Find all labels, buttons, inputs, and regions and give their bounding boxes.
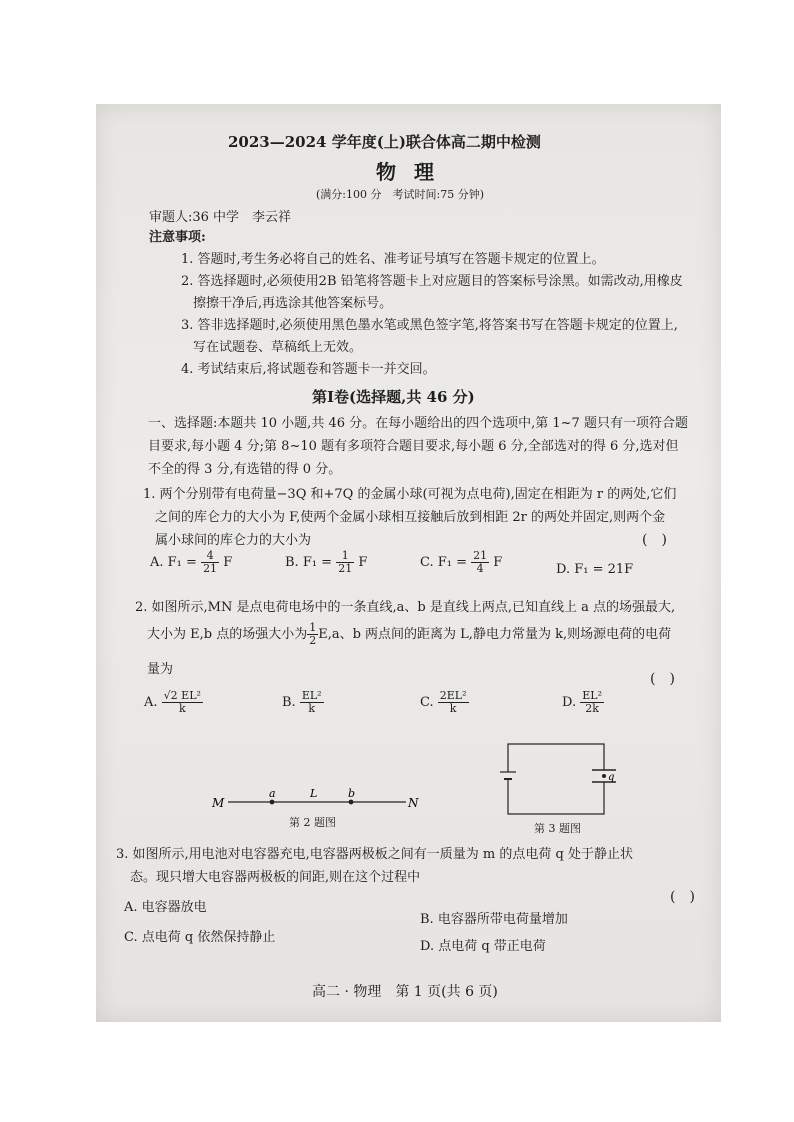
label-m: M — [212, 796, 225, 810]
q2-option-d[interactable] — [562, 690, 604, 715]
label-q: q — [608, 772, 615, 783]
q2-option-c-label: C. — [420, 695, 434, 710]
note-line-3: 擦擦干净后,再选涂其他答案标号。 — [193, 296, 393, 311]
q1-option-b[interactable] — [285, 550, 367, 575]
q2-option-d-label: D. — [562, 695, 577, 710]
point-b — [349, 800, 354, 805]
q2-option-d-den: 2k — [585, 702, 599, 715]
q3-option-b[interactable]: B. 电容器所带电荷量增加 — [420, 912, 568, 927]
notes-heading: 注意事项: — [149, 230, 206, 245]
q1-option-b-suffix: F — [358, 555, 368, 570]
q2-figure-caption: 第 2 题图 — [289, 816, 336, 829]
q1-option-b-fraction — [336, 550, 354, 575]
q2-answer-paren[interactable]: ( ) — [650, 671, 675, 687]
q2-line-2-post: E,a、b 两点间的距离为 L,静电力常量为 k,则场源电荷的电荷 — [318, 627, 672, 642]
circuit-wire — [508, 744, 604, 814]
section-intro-2: 目要求,每小题 4 分;第 8~10 题有多项符合题目要求,每小题 6 分,全部选对的得 6 分,选对但 — [148, 439, 679, 454]
q3-line-1: 3. 如图所示,用电池对电容器充电,电容器两极板之间有一质量为 m 的点电荷 q 处于静止状 — [116, 847, 633, 862]
q2-option-c-den: k — [449, 702, 457, 715]
note-line-4: 3. 答非选择题时,必须使用黑色墨水笔或黑色签字笔,将答案书写在答题卡规定的位置上, — [181, 318, 678, 333]
q2-option-b-num: EL² — [301, 689, 322, 702]
q2-option-a-label: A. — [144, 695, 158, 710]
q3-answer-paren[interactable]: ( ) — [670, 889, 695, 905]
point-charge-q — [602, 774, 606, 778]
note-line-5: 写在试题卷、草稿纸上无效。 — [193, 340, 363, 355]
score-time: (满分:100 分 考试时间:75 分钟) — [316, 188, 484, 201]
q1-option-b-prefix: B. F₁ = — [285, 555, 333, 570]
q2-option-b-den: k — [308, 702, 316, 715]
label-l: L — [310, 787, 318, 800]
q2-option-a[interactable] — [144, 690, 203, 715]
q1-line-2: 之间的库仑力的大小为 F,使两个金属小球相互接触后放到相距 2r 的两处并固定,则两个金 — [155, 510, 666, 525]
q3-figure — [494, 738, 620, 822]
q3-figure-caption: 第 3 题图 — [534, 822, 581, 835]
q1-option-c-prefix: C. F₁ = — [420, 555, 468, 570]
section-intro-1: 一、选择题:本题共 10 小题,共 46 分。在每小题给出的四个选项中,第 1~7 题只有一项符合题 — [148, 416, 688, 431]
note-line-1: 1. 答题时,考生务必将自己的姓名、准考证号填写在答题卡规定的位置上。 — [181, 252, 605, 267]
q2-option-c-num: 2EL² — [439, 689, 467, 702]
question-author: 审题人:36 中学 李云祥 — [149, 210, 292, 225]
q2-line-1: 2. 如图所示,MN 是点电荷电场中的一条直线,a、b 是直线上两点,已知直线上 a 点的场强最大, — [135, 600, 676, 615]
q2-option-b-label: B. — [282, 695, 296, 710]
q2-option-d-fraction — [580, 690, 604, 715]
q2-option-a-den: k — [178, 702, 186, 715]
q2-line-2-pre: 大小为 E,b 点的场强大小为 — [147, 627, 308, 642]
subject-title: 物理 — [376, 160, 452, 184]
q2-half-fraction — [307, 622, 318, 647]
q1-option-c-fraction — [471, 550, 489, 575]
q2-line-3: 量为 — [147, 662, 174, 677]
q2-option-d-num: EL² — [582, 689, 602, 702]
label-n: N — [408, 796, 419, 810]
section-intro-3: 不全的得 3 分,有选错的得 0 分。 — [148, 462, 342, 477]
q1-option-a-den: 21 — [203, 562, 218, 575]
section-title: 第Ⅰ卷(选择题,共 46 分) — [312, 388, 475, 406]
q2-option-b-fraction — [300, 690, 324, 715]
q1-option-a-prefix: A. F₁ = — [150, 555, 197, 570]
note-line-6: 4. 考试结束后,将试题卷和答题卡一并交回。 — [181, 362, 436, 377]
q2-option-c[interactable] — [420, 690, 469, 715]
q2-option-c-fraction — [438, 690, 469, 715]
q3-option-a[interactable]: A. 电容器放电 — [124, 900, 207, 915]
q2-option-a-num: √2 EL² — [163, 689, 201, 702]
page-footer: 高二 · 物理 第 1 页(共 6 页) — [312, 984, 498, 1000]
q1-option-c-den: 4 — [476, 562, 484, 575]
q1-option-d[interactable]: D. F₁ = 21F — [556, 562, 634, 577]
q1-option-b-num: 1 — [336, 550, 354, 563]
note-line-2: 2. 答选择题时,必须使用2B 铅笔将答题卡上对应题目的答案标号涂黑。如需改动,用橡皮 — [181, 274, 683, 289]
point-a — [270, 800, 275, 805]
q1-line-3: 属小球间的库仑力的大小为 — [155, 533, 312, 548]
q1-line-1: 1. 两个分别带有电荷量−3Q 和+7Q 的金属小球(可视为点电荷),固定在相距为 r 的两处,它们 — [143, 487, 677, 502]
q1-option-a[interactable] — [150, 550, 232, 575]
q2-half-den: 2 — [309, 634, 317, 647]
q2-line-2 — [147, 622, 671, 647]
exam-title: 2023—2024 学年度(上)联合体高二期中检测 — [228, 133, 541, 151]
q3-option-d[interactable]: D. 点电荷 q 带正电荷 — [420, 939, 546, 954]
q3-option-c[interactable]: C. 点电荷 q 依然保持静止 — [124, 930, 276, 945]
q3-line-2: 态。现只增大电容器两极板的间距,则在这个过程中 — [130, 870, 421, 885]
q1-option-a-fraction — [201, 550, 219, 575]
label-a: a — [269, 787, 276, 800]
q1-option-c-num: 21 — [473, 549, 488, 562]
q2-option-b[interactable] — [282, 690, 324, 715]
q2-half-num: 1 — [309, 621, 317, 634]
q1-option-c[interactable] — [420, 550, 502, 575]
q1-option-b-den: 21 — [338, 562, 353, 575]
q1-option-a-suffix: F — [223, 555, 233, 570]
label-b: b — [348, 787, 356, 800]
q2-option-a-fraction — [162, 690, 203, 715]
q1-option-c-suffix: F — [493, 555, 503, 570]
q1-option-a-num: 4 — [201, 550, 219, 563]
q1-answer-paren[interactable]: ( ) — [642, 532, 667, 548]
